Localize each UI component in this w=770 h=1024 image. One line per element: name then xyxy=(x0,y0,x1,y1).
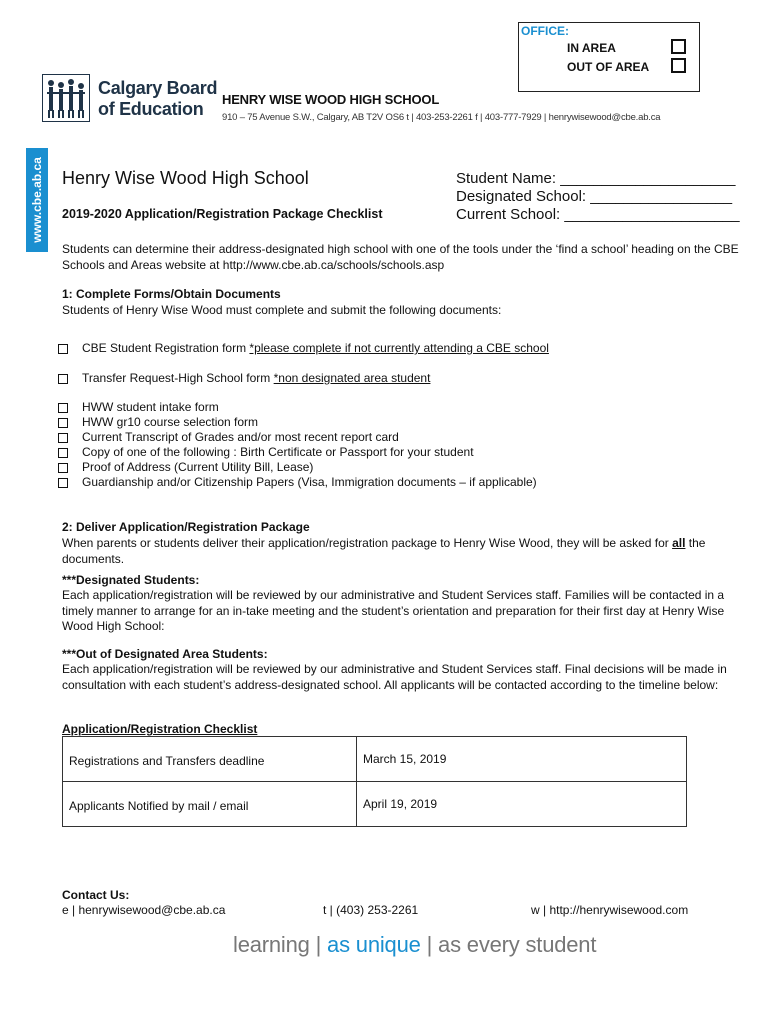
intro-paragraph: Students can determine their address-designated high school with one of the tools under the ‘find a school’ heading on the CBE Schools and Areas website at http://www.cbe.ab.ca/schools/schools.asp xyxy=(62,242,739,272)
section1-heading: 1: Complete Forms/Obtain Documents xyxy=(62,287,281,301)
table-row xyxy=(63,782,687,827)
page-title: Henry Wise Wood High School xyxy=(62,168,309,188)
tagline-part-1: learning xyxy=(233,932,310,957)
side-band-text: www.cbe.ab.ca xyxy=(30,157,44,243)
out-of-area-text: Each application/registration will be reviewed by our administrative and Student Services staff. Final decisions will be made in consultation with each student’s address-designated school. All applicants will be contacted according to the timeline below: xyxy=(62,662,727,692)
logo-line-1: Calgary Board xyxy=(98,78,218,98)
section2-heading: 2: Deliver Application/Registration Package xyxy=(62,520,310,534)
table-cell-date: March 15, 2019 xyxy=(357,737,687,782)
list-item xyxy=(58,430,537,445)
table-cell-label: Registrations and Transfers deadline xyxy=(63,737,357,782)
table-cell-label: Applicants Notified by mail / email xyxy=(63,782,357,827)
item-label: HWW gr10 course selection form xyxy=(82,415,259,429)
table-row xyxy=(63,737,687,782)
item-transfer-form: Transfer Request-High School form xyxy=(82,371,274,385)
checkbox-course-selection[interactable] xyxy=(58,418,68,428)
item-registration-note: *please complete if not currently attending a CBE school xyxy=(249,341,549,355)
checkbox-transfer-form[interactable] xyxy=(58,374,68,384)
checkbox-transcript[interactable] xyxy=(58,433,68,443)
designated-heading: ***Designated Students: xyxy=(62,573,200,587)
tagline-divider: | xyxy=(315,932,322,957)
office-in-area-checkbox[interactable] xyxy=(671,39,686,54)
checklist-title: Application/Registration Checklist xyxy=(62,722,258,736)
school-heading: HENRY WISE WOOD HIGH SCHOOL xyxy=(222,92,440,107)
section1-text: Students of Henry Wise Wood must complete and submit the following documents: xyxy=(62,303,502,317)
checkbox-proof-of-address[interactable] xyxy=(58,463,68,473)
contact-title: Contact Us: xyxy=(62,888,130,902)
school-address: 910 – 75 Avenue S.W., Calgary, AB T2V OS6 t | 403-253-2261 f | 403-777-7929 | henrywisewood@cbe.ab.ca xyxy=(222,112,661,123)
item-transfer-note: *non designated area student xyxy=(273,371,431,385)
table-cell-date: April 19, 2019 xyxy=(357,782,687,827)
item-label: HWW student intake form xyxy=(82,400,219,414)
current-school-field[interactable]: Current School: _____________________ xyxy=(456,206,740,223)
logo-line-2: of Education xyxy=(98,99,204,119)
item-label: Guardianship and/or Citizenship Papers (Visa, Immigration documents – if applicable) xyxy=(82,475,537,489)
contact-email[interactable]: e | henrywisewood@cbe.ab.ca xyxy=(62,903,226,917)
student-fields xyxy=(456,170,740,224)
item-registration-form: CBE Student Registration form xyxy=(82,341,250,355)
out-of-area-heading: ***Out of Designated Area Students: xyxy=(62,647,268,661)
item-label: Copy of one of the following : Birth Certificate or Passport for your student xyxy=(82,445,474,459)
list-item xyxy=(58,400,537,415)
office-out-of-area-label: OUT OF AREA xyxy=(567,60,650,74)
checkbox-intake-form[interactable] xyxy=(58,403,68,413)
list-item xyxy=(58,460,537,475)
list-item xyxy=(58,475,537,490)
checkbox-registration-form[interactable] xyxy=(58,344,68,354)
document-list xyxy=(58,400,537,490)
designated-text: Each application/registration will be reviewed by our administrative and Student Services staff. Families will be contacted in a timely manner to arrange for an in-take meeting and the student’s orientation and preparation for their first day at Henry Wise Wood High School: xyxy=(62,588,725,633)
cbe-logo-text xyxy=(98,78,217,120)
office-label: OFFICE: xyxy=(521,24,569,38)
item-label: Proof of Address (Current Utility Bill, Lease) xyxy=(82,460,314,474)
list-item xyxy=(58,415,537,430)
page-subtitle: 2019-2020 Application/Registration Package Checklist xyxy=(62,207,383,221)
office-out-of-area-checkbox[interactable] xyxy=(671,58,686,73)
tagline xyxy=(233,932,596,958)
student-name-field[interactable]: Student Name: _____________________ xyxy=(456,170,736,187)
item-label: Current Transcript of Grades and/or most recent report card xyxy=(82,430,399,444)
list-item xyxy=(58,445,537,460)
checklist-item xyxy=(58,341,549,356)
all-emphasis: all xyxy=(672,536,686,550)
tagline-part-2: as unique xyxy=(327,932,421,957)
tagline-part-3: as every student xyxy=(438,932,597,957)
cbe-logo-figures-icon xyxy=(42,74,90,122)
contact-website[interactable]: w | http://henrywisewood.com xyxy=(531,903,689,917)
checklist-table xyxy=(62,736,687,827)
office-in-area-label: IN AREA xyxy=(567,41,616,55)
checkbox-guardianship[interactable] xyxy=(58,478,68,488)
tagline-divider: | xyxy=(426,932,433,957)
checkbox-birth-certificate[interactable] xyxy=(58,448,68,458)
checklist-item xyxy=(58,371,430,386)
contact-phone: t | (403) 253-2261 xyxy=(323,903,419,917)
section2-text: When parents or students deliver their application/registration package to Henry Wise Wood, they will be asked for all the documents. xyxy=(62,536,709,566)
designated-school-field[interactable]: Designated School: _________________ xyxy=(456,188,733,205)
